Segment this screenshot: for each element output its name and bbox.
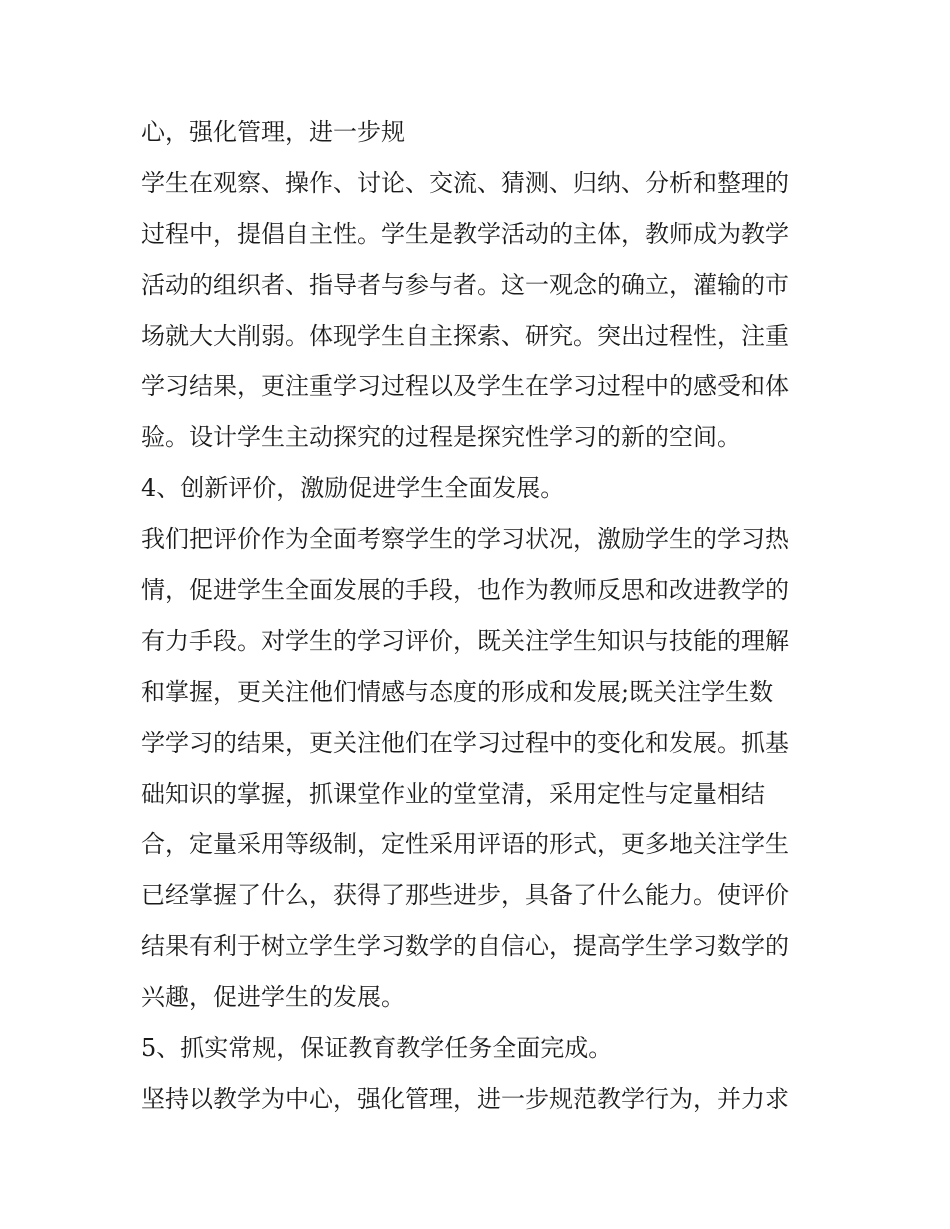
document-body [141,107,821,1125]
text-line: 情，促进学生全面发展的手段，也作为教师反思和改进教学的 [141,576,789,605]
section-heading: 4、创新评价，激励促进学生全面发展。 [141,474,565,503]
text-line: 学学习的结果，更关注他们在学习过程中的变化和发展。抓基 [141,728,789,757]
text-line: 学生在观察、操作、讨论、交流、猜测、归纳、分析和整理的 [141,168,789,197]
text-line: 已经掌握了什么，获得了那些进步，具备了什么能力。使评价 [141,881,789,910]
text-line: 场就大大削弱。体现学生自主探索、研究。突出过程性，注重 [141,321,789,350]
text-line: 结果有利于树立学生学习数学的自信心，提高学生学习数学的 [141,932,789,961]
text-line: 础知识的掌握，抓课堂作业的堂堂清，采用定性与定量相结 [141,779,765,808]
text-line: 和掌握，更关注他们情感与态度的形成和发展;既关注学生数 [141,677,774,706]
text-line: 过程中，提倡自主性。学生是教学活动的主体，教师成为教学 [141,219,789,248]
section-heading: 5、抓实常规，保证教育教学任务全面完成。 [141,1034,613,1063]
text-line: 心，强化管理，进一步规 [141,118,405,146]
text-line: 学习结果，更注重学习过程以及学生在学习过程中的感受和体 [141,372,789,401]
text-line: 坚持以教学为中心，强化管理，进一步规范教学行为，并力求 [141,1084,789,1113]
text-line: 有力手段。对学生的学习评价，既关注学生知识与技能的理解 [141,626,789,655]
text-line: 合，定量采用等级制，定性采用评语的形式，更多地关注学生 [141,830,789,859]
text-line: 兴趣，促进学生的发展。 [141,983,405,1012]
text-line: 验。设计学生主动探究的过程是探究性学习的新的空间。 [141,423,741,452]
text-line: 活动的组织者、指导者与参与者。这一观念的确立，灌输的市 [141,270,789,299]
text-line: 我们把评价作为全面考察学生的学习状况，激励学生的学习热 [141,525,789,554]
